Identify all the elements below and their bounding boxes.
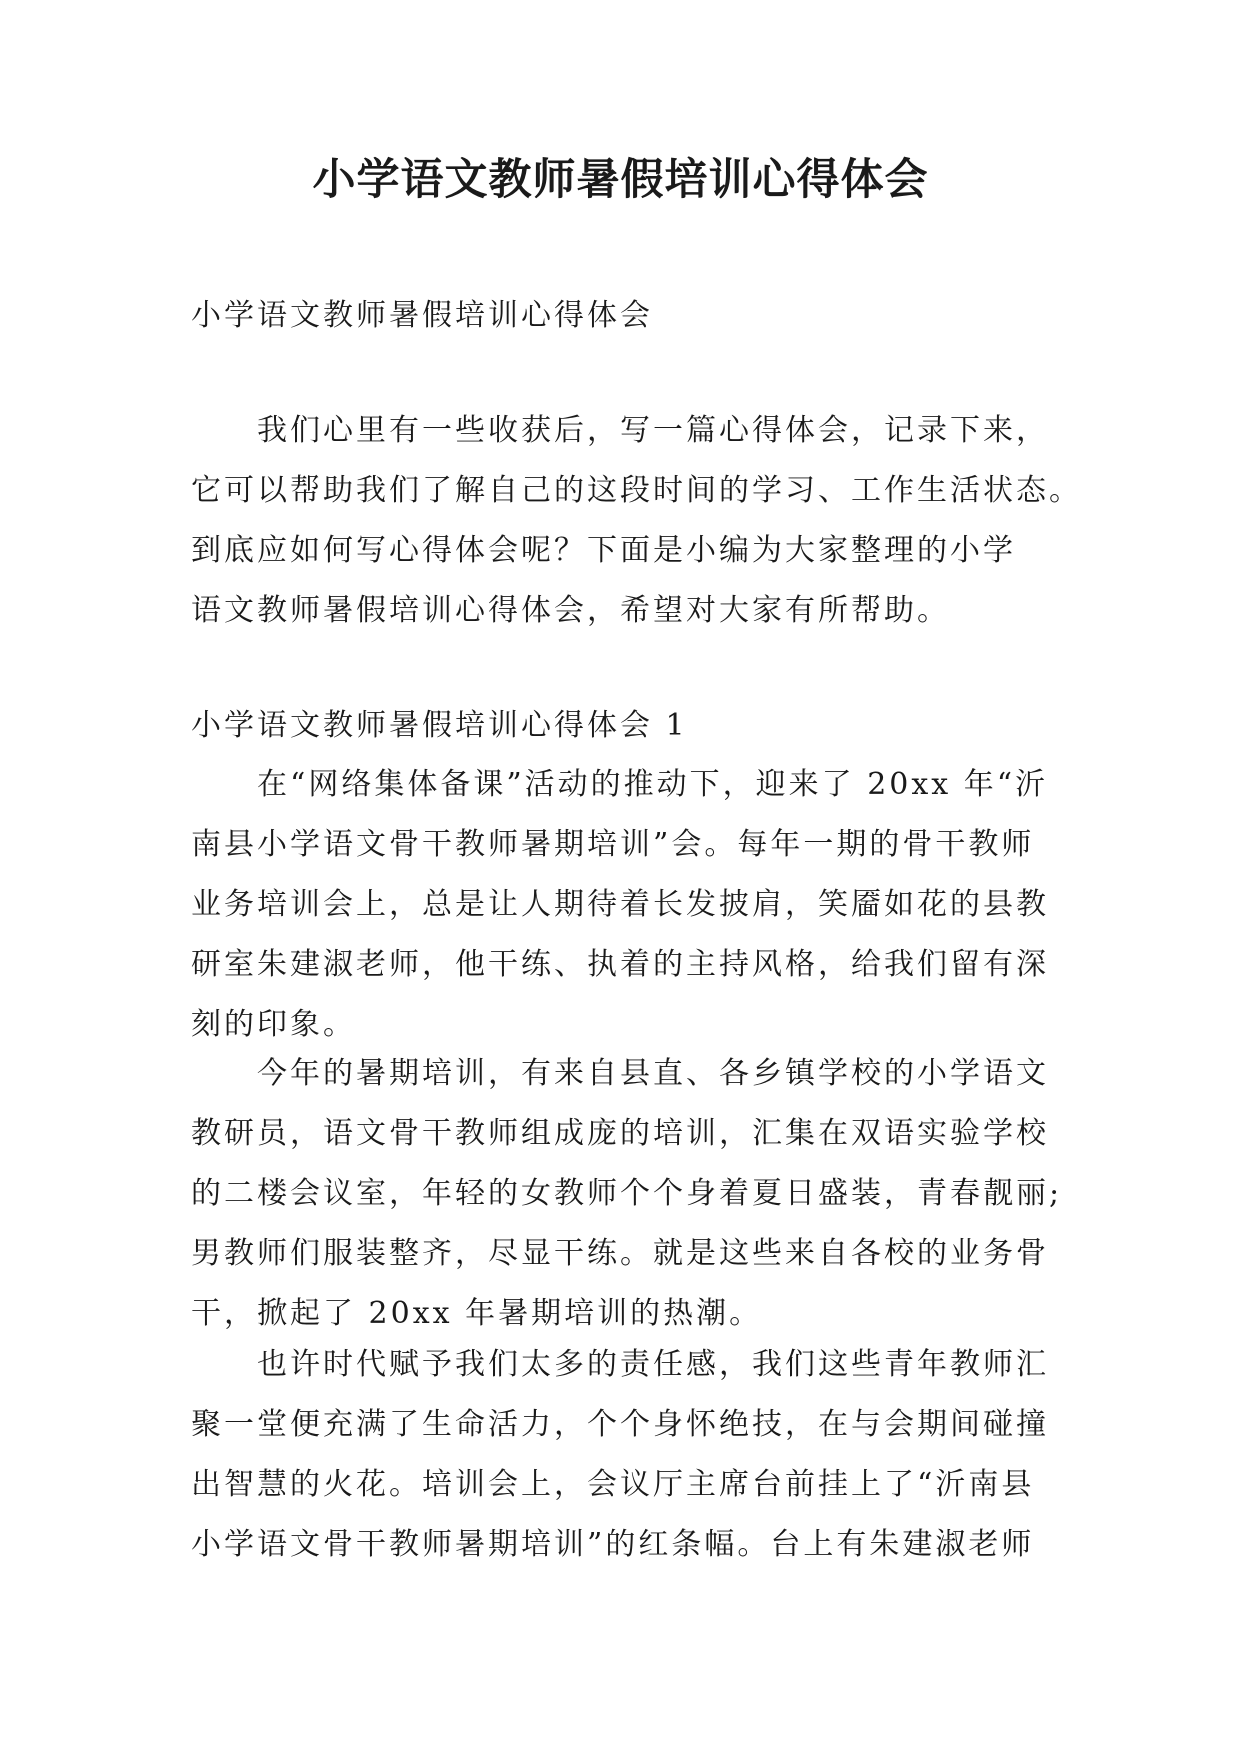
paragraph-3: [191, 1335, 1061, 1575]
intro-line: 它可以帮助我们了解自己的这段时间的学习、工作生活状态。: [191, 473, 1082, 508]
paragraph-line: 研室朱建淑老师，他干练、执着的主持风格，给我们留有深: [191, 947, 1049, 982]
document-title: 小学语文教师暑假培训心得体会: [312, 155, 929, 205]
paragraph-line: 也许时代赋予我们太多的责任感，我们这些青年教师汇: [257, 1347, 1049, 1382]
document-subtitle: 小学语文教师暑假培训心得体会: [191, 298, 653, 333]
section-heading: 小学语文教师暑假培训心得体会 1: [191, 708, 688, 743]
paragraph-1: [191, 755, 1061, 1055]
paragraph-line: 男教师们服装整齐，尽显干练。就是这些来自各校的业务骨: [191, 1236, 1049, 1271]
paragraph-line: 在“网络集体备课”活动的推动下，迎来了 20xx 年“沂: [257, 767, 1049, 802]
intro-line: 到底应如何写心得体会呢？下面是小编为大家整理的小学: [191, 533, 1016, 568]
intro-line: 我们心里有一些收获后，写一篇心得体会，记录下来，: [257, 413, 1049, 448]
paragraph-line: 今年的暑期培训，有来自县直、各乡镇学校的小学语文: [257, 1056, 1049, 1091]
paragraph-line: 教研员，语文骨干教师组成庞的培训，汇集在双语实验学校: [191, 1116, 1049, 1151]
intro-line: 语文教师暑假培训心得体会，希望对大家有所帮助。: [191, 593, 950, 628]
paragraph-line: 小学语文骨干教师暑期培训”的红条幅。台上有朱建淑老师: [191, 1527, 1035, 1562]
intro-paragraph: [191, 401, 1082, 641]
paragraph-line: 干，掀起了 20xx 年暑期培训的热潮。: [191, 1296, 763, 1331]
paragraph-line: 南县小学语文骨干教师暑期培训”会。每年一期的骨干教师: [191, 827, 1035, 862]
paragraph-line: 业务培训会上，总是让人期待着长发披肩，笑靥如花的县教: [191, 887, 1049, 922]
paragraph-line: 出智慧的火花。培训会上，会议厅主席台前挂上了“沂南县: [191, 1467, 1035, 1502]
paragraph-2: [191, 1044, 1061, 1344]
paragraph-line: 刻的印象。: [191, 1007, 356, 1042]
paragraph-line: 聚一堂便充满了生命活力，个个身怀绝技，在与会期间碰撞: [191, 1407, 1049, 1442]
paragraph-line: 的二楼会议室，年轻的女教师个个身着夏日盛装，青春靓丽;: [191, 1176, 1063, 1211]
